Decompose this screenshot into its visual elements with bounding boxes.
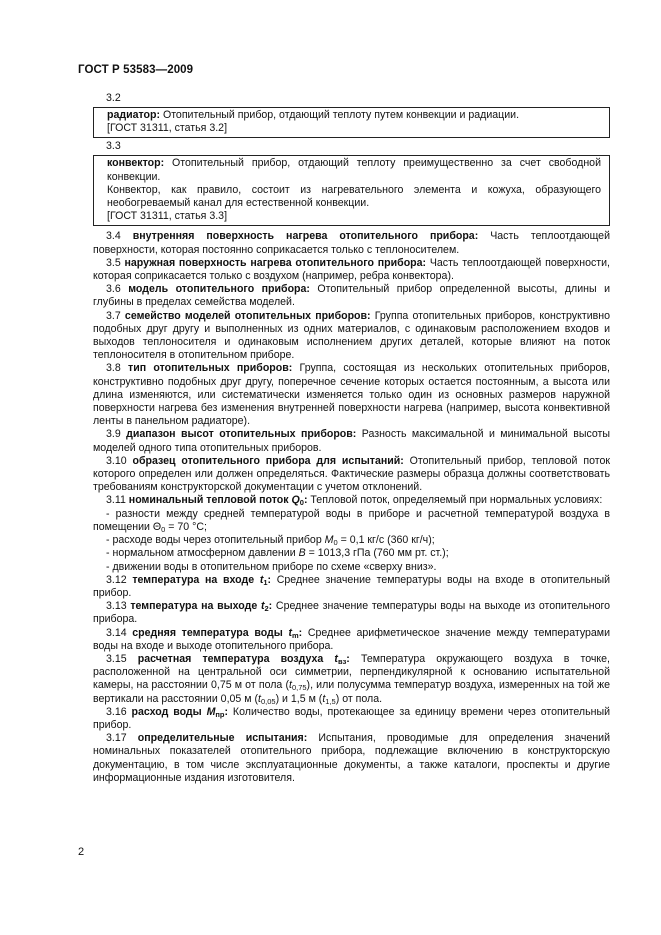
list-item-text: - нормальном атмосферном давлении [106, 547, 299, 560]
term: температура на входе [132, 573, 255, 586]
symbol: t [288, 626, 292, 639]
term: расчетная температура воздуха [137, 652, 324, 665]
list-item-text: = 0,1 кг/с (360 кг/ч); [337, 534, 435, 547]
clause-number: 3.8 [106, 362, 121, 375]
clause-number: 3.16 [106, 705, 127, 718]
clause-number: 3.10 [106, 454, 127, 467]
definition-source: [ГОСТ 31311, статья 3.3] [107, 210, 228, 223]
clause-number: 3.14 [106, 626, 127, 639]
symbol: M [206, 705, 216, 718]
definition-source: [ГОСТ 31311, статья 3.2] [107, 122, 228, 135]
symbol: t [322, 692, 326, 705]
term: средняя температура воды [132, 626, 283, 639]
clause-text: ), или полусумма температур воздуха, измеренных на той же вертикали на расстоянии 0,05 м ( [93, 679, 611, 705]
definition-text: Отопительный прибор, отдающий теплоту преимущественно за счет свободной конвекции. [107, 157, 601, 183]
term: семейство моделей отопительных приборов: [124, 309, 371, 322]
term-colon: : [268, 600, 273, 613]
symbol: t [334, 652, 338, 665]
subscript: 0 [161, 524, 166, 534]
clause-3-7 [93, 310, 610, 363]
clause-3-10 [93, 455, 610, 495]
clause-text: Испытания, проводимые для определения значений номинальных показателей отопительного прибора, подлежащие включению в конструкторскую документацию, в том числе эксплуатационные документы, а также каталоги, проспекты и другие информационные издания изготовителя. [93, 732, 611, 784]
clause-3-16 [93, 706, 610, 732]
clause-number: 3.13 [106, 600, 127, 613]
list-item [93, 547, 610, 560]
quoted-definition-3-3 [93, 155, 610, 226]
clause-text: Часть теплоотдающей поверхности, которая соприкасается только с воздухом (например, ребра конвектора). [93, 256, 610, 283]
clause-3-5 [93, 257, 610, 283]
document-body [93, 90, 610, 785]
clause-3-6 [93, 283, 610, 309]
clause-text: ) от пола. [335, 692, 383, 705]
term: конвектор: [107, 157, 165, 170]
clause-3-17 [93, 732, 610, 785]
definition-line [107, 157, 601, 183]
list-item-text: = 1013,3 гПа (760 мм рт. ст.); [305, 547, 449, 560]
clause-3-9 [93, 428, 610, 454]
term: образец отопительного прибора для испытаний: [132, 454, 404, 467]
symbol: t [288, 679, 292, 692]
term-colon: : [267, 573, 272, 586]
symbol-subscript: 0 [299, 498, 304, 508]
subscript: 0,75 [291, 683, 307, 693]
clause-number: 3.7 [106, 309, 121, 322]
symbol: t [258, 692, 261, 705]
symbol: t [259, 573, 264, 586]
symbol: t [260, 600, 265, 613]
symbol: Q [291, 494, 300, 507]
clause-text: Среднее значение температуры воды на входе в отопительный прибор. [93, 573, 610, 599]
quoted-definition-3-2 [93, 107, 610, 138]
term-colon: : [303, 494, 308, 507]
page-number: 2 [78, 846, 85, 858]
symbol-subscript: 2 [264, 604, 269, 614]
clause-text: Количество воды, протекающее за единицу времени через отопительный прибор. [93, 705, 610, 731]
term: диапазон высот отопительных приборов: [126, 428, 357, 441]
document-header: ГОСТ Р 53583—2009 [78, 64, 194, 76]
definition-text: Отопительный прибор, отдающий теплоту путем конвекции и радиации. [160, 109, 520, 121]
term: номинальный тепловой поток [128, 494, 289, 507]
term-colon: : [298, 626, 303, 639]
symbol: M [324, 534, 334, 547]
definition-line [107, 109, 601, 122]
clause-ref-3-2: 3.2 [106, 92, 121, 104]
clause-text: Температура окружающего воздуха в точке, расположенной на центральной оси симметрии, перпендикулярной к основанию испытательной камеры, на расстоянии 0,75 м от пола ( [93, 652, 610, 692]
symbol-subscript: вз [337, 656, 347, 666]
clause-text: Часть теплоотдающей поверхности, которая постоянно соприкасается только с теплоносителем. [93, 230, 610, 256]
list-item-text: - разности между средней температурой воды в приборе и расчетной температурой воздуха в помещении Θ [93, 507, 610, 533]
clause-3-13 [93, 600, 610, 626]
clause-text: Среднее арифметическое значение между температурами воды на входе и выходе отопительного прибора. [93, 626, 610, 652]
list-item [93, 534, 610, 547]
clause-number: 3.11 [106, 494, 126, 507]
term-colon: : [346, 652, 350, 665]
symbol-subscript: 1 [263, 577, 268, 587]
term-colon: : [224, 705, 229, 718]
clause-number: 3.12 [106, 573, 127, 586]
clause-3-14 [93, 627, 610, 653]
subscript: 1,5 [325, 696, 336, 706]
clause-text: Группа, состоящая из нескольких отопительных приборов, конструктивно подобных друг другу, поперечное сечение которых остается постоянным, а высота или длина изменяются, или систематически изменяется только один из основных размеров наружной поверхности нагрева без изменения внутренней поверхности нагрева (например, высота конвективной ленты в панельном радиаторе). [93, 362, 610, 428]
clause-3-12 [93, 574, 610, 600]
clause-3-15 [93, 653, 610, 706]
term: температура на выходе [130, 600, 258, 613]
symbol-subscript: пр [215, 709, 225, 719]
clause-text: Разность максимальной и минимальной высоты моделей одного типа отопительных приборов. [93, 428, 610, 454]
clause-ref-3-3: 3.3 [106, 140, 121, 153]
subscript: 0 [333, 538, 338, 548]
symbol: B [298, 547, 306, 560]
clause-text: Среднее значение температуры воды на выходе из отопительного прибора. [93, 600, 610, 626]
list-item-text: - расходе воды через отопительный прибор [106, 534, 325, 547]
term: тип отопительных приборов: [128, 362, 293, 375]
definition-note: Конвектор, как правило, состоит из нагревательного элемента и кожуха, образующего необогреваемый канал для естественной конвекции. [107, 183, 601, 210]
clause-text: Тепловой поток, определяемый при нормальных условиях: [307, 494, 603, 507]
clause-3-11 [93, 494, 610, 507]
list-item: - движении воды в отопительном приборе по схеме «сверху вниз». [106, 560, 437, 573]
clause-text: Группа отопительных приборов, конструктивно подобных друг другу и выполненных из одних материалов, с одинаковым расположением входов и выходов теплоносителя и одинаковым исполнением других деталей, которые влияют на поток теплоносителя в отопительном приборе. [93, 309, 610, 362]
list-item [93, 508, 610, 534]
symbol-subscript: m [291, 630, 299, 640]
term: наружная поверхность нагрева отопительного прибора: [124, 256, 427, 269]
clause-number: 3.6 [106, 283, 121, 296]
list-item-text: = 70 °С; [165, 520, 207, 533]
term: модель отопительного прибора: [128, 283, 310, 296]
clause-number: 3.15 [106, 652, 127, 665]
clause-3-8 [93, 362, 610, 428]
term: радиатор: [107, 109, 161, 121]
clause-text: ) и 1,5 м ( [275, 692, 323, 705]
clause-number: 3.17 [106, 732, 127, 745]
clause-number: 3.4 [106, 230, 121, 243]
clause-3-4 [93, 230, 610, 256]
subscript: 0,05 [260, 696, 276, 706]
term: внутренняя поверхность нагрева отопительного прибора: [132, 230, 479, 243]
clause-number: 3.5 [106, 256, 121, 269]
clause-text: Отопительный прибор, тепловой поток которого определен или должен определяться. Фактические размеры образца должны соответствовать требованиям конструкторской документации с учетом отклонений. [93, 454, 610, 494]
term: определительные испытания: [137, 732, 308, 745]
clause-text: Отопительный прибор определенной высоты, длины и глубины в пределах семейства моделей. [93, 283, 610, 309]
clause-number: 3.9 [106, 428, 121, 441]
term: расход воды [131, 705, 202, 718]
